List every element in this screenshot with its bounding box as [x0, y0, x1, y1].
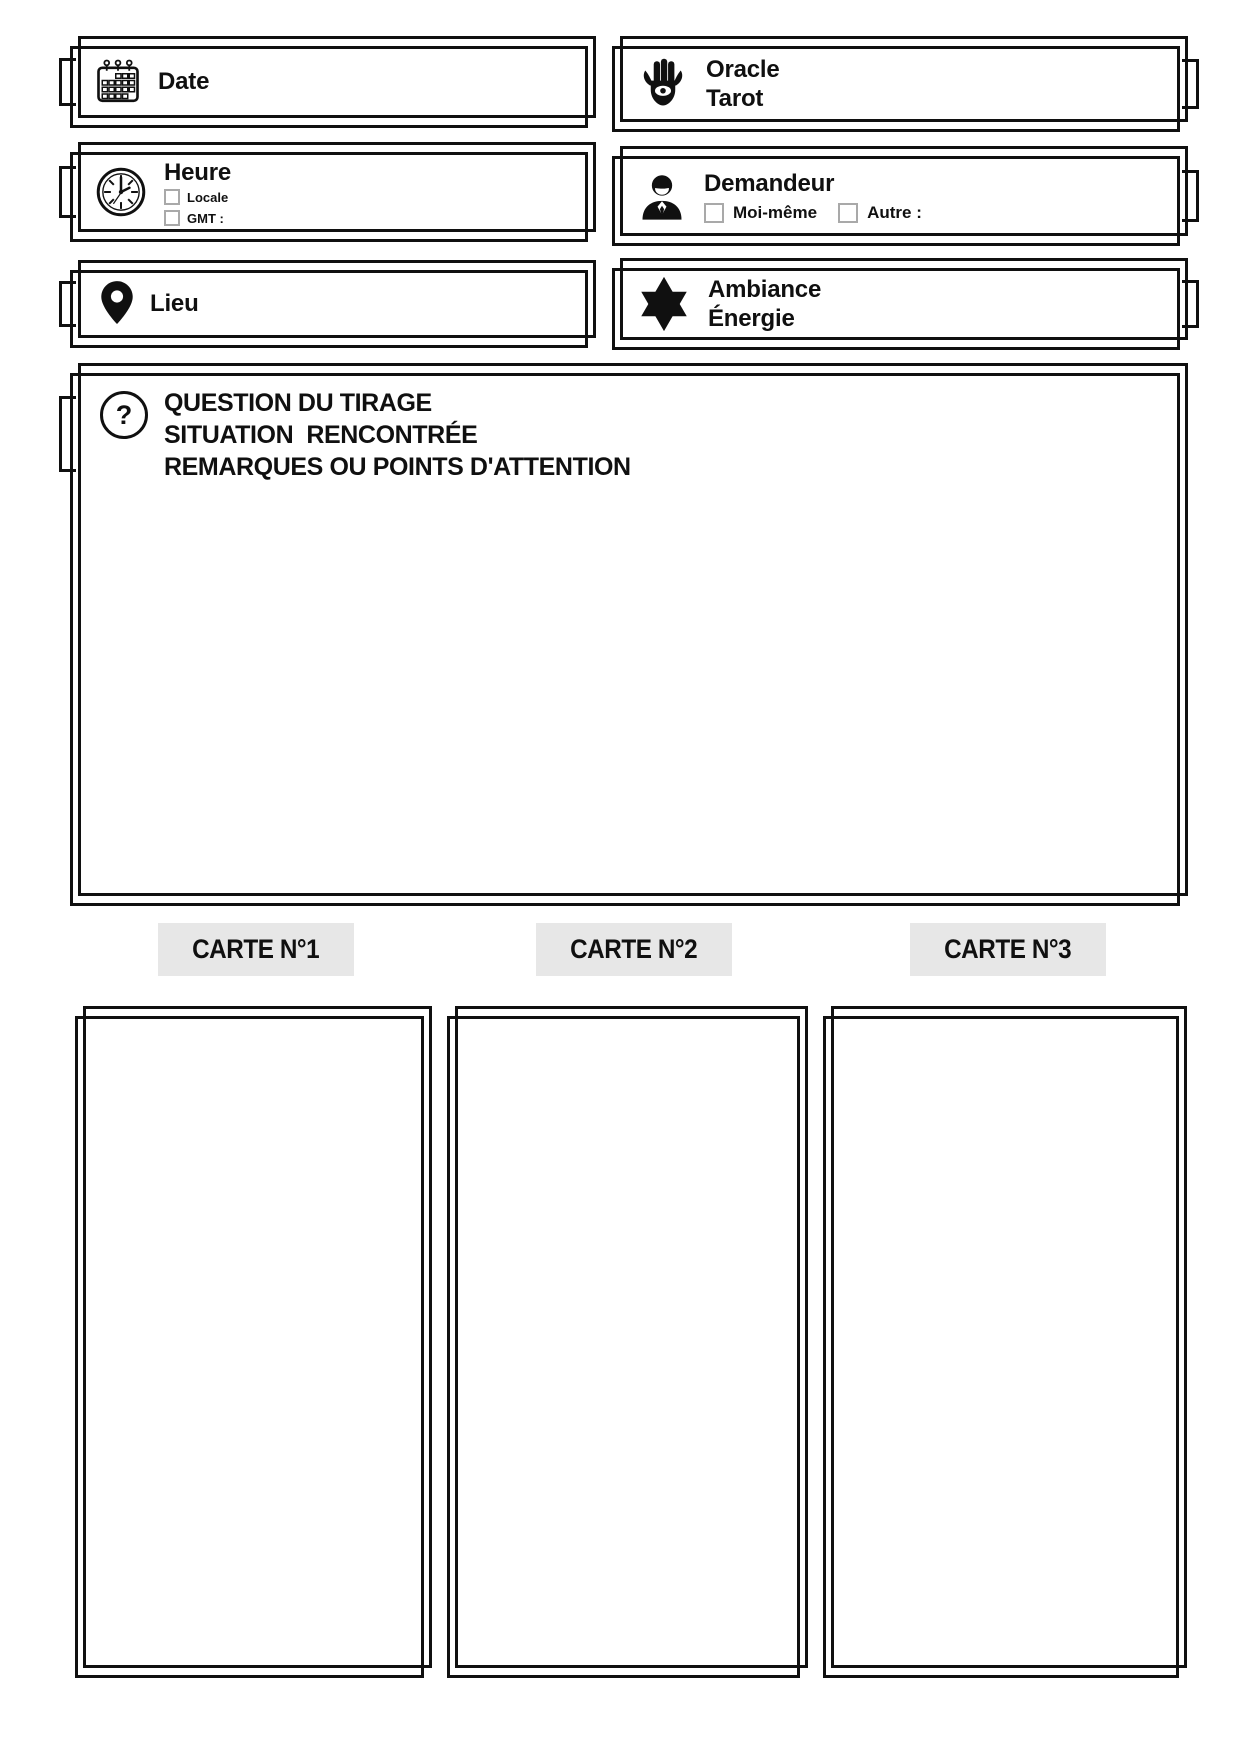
demandeur-autre-label: Autre : — [867, 202, 922, 222]
frame-bracket — [59, 58, 76, 106]
ambiance-energie-content — [636, 270, 1172, 338]
demandeur-autre-checkbox[interactable] — [838, 203, 858, 223]
question-line-2: SITUATION RENCONTRÉE — [164, 421, 478, 449]
lieu-field[interactable] — [70, 260, 596, 348]
card-2-label: CARTE N°2 — [536, 923, 732, 976]
heure-field[interactable] — [70, 142, 596, 242]
date-field-content — [94, 48, 580, 116]
tarot-label: Tarot — [706, 85, 764, 112]
heure-locale-checkbox[interactable] — [164, 189, 180, 205]
lieu-field-content — [94, 272, 580, 336]
frame-bracket — [59, 396, 76, 472]
frame-border — [823, 1016, 1179, 1678]
calendar-icon — [94, 58, 142, 106]
demandeur-moimeme-label: Moi-même — [733, 202, 818, 222]
question-line-1: QUESTION DU TIRAGE — [164, 389, 432, 417]
oracle-label: Oracle — [706, 55, 780, 83]
frame-bracket — [1182, 280, 1199, 328]
question-mark-icon: ? — [100, 391, 148, 439]
lieu-label: Lieu — [150, 290, 199, 318]
frame-bracket — [1182, 59, 1199, 109]
frame-border — [455, 1006, 808, 1668]
frame-border — [831, 1006, 1187, 1668]
card-3-label: CARTE N°3 — [910, 923, 1106, 976]
frame-border — [447, 1016, 800, 1678]
heure-locale-label: Locale — [187, 189, 229, 205]
frame-bracket — [59, 166, 76, 218]
demandeur-field[interactable] — [612, 146, 1188, 246]
heure-field-content — [94, 154, 580, 230]
heure-gmt-checkbox[interactable] — [164, 210, 180, 226]
demandeur-label: Demandeur — [704, 170, 835, 198]
question-notes-area[interactable] — [70, 363, 1188, 906]
oracle-tarot-content — [636, 48, 1172, 120]
clock-icon — [94, 165, 148, 219]
ambiance-energie-field[interactable] — [612, 258, 1188, 350]
six-pointed-star-icon — [636, 276, 692, 332]
demandeur-moimeme-checkbox[interactable] — [704, 203, 724, 223]
card-3-slot[interactable] — [823, 1006, 1187, 1678]
frame-border — [75, 1016, 424, 1678]
hamsa-eye-icon — [636, 57, 690, 111]
person-icon — [636, 170, 688, 222]
question-line-3: REMARQUES OU POINTS D'ATTENTION — [164, 453, 631, 481]
date-field[interactable] — [70, 36, 596, 128]
card-1-slot[interactable] — [75, 1006, 432, 1678]
frame-bracket — [59, 281, 76, 327]
question-header — [100, 389, 631, 482]
card-2-slot[interactable] — [447, 1006, 808, 1678]
card-1-label: CARTE N°1 — [158, 923, 354, 976]
frame-border — [83, 1006, 432, 1668]
heure-label: Heure — [164, 158, 232, 186]
oracle-tarot-field[interactable] — [612, 36, 1188, 132]
frame-bracket — [1182, 170, 1199, 222]
demandeur-field-content — [636, 158, 1172, 234]
energie-label: Énergie — [708, 305, 795, 332]
location-pin-icon — [94, 279, 140, 329]
date-label: Date — [158, 68, 210, 96]
heure-gmt-label: GMT : — [187, 210, 224, 226]
ambiance-label: Ambiance — [708, 275, 822, 303]
